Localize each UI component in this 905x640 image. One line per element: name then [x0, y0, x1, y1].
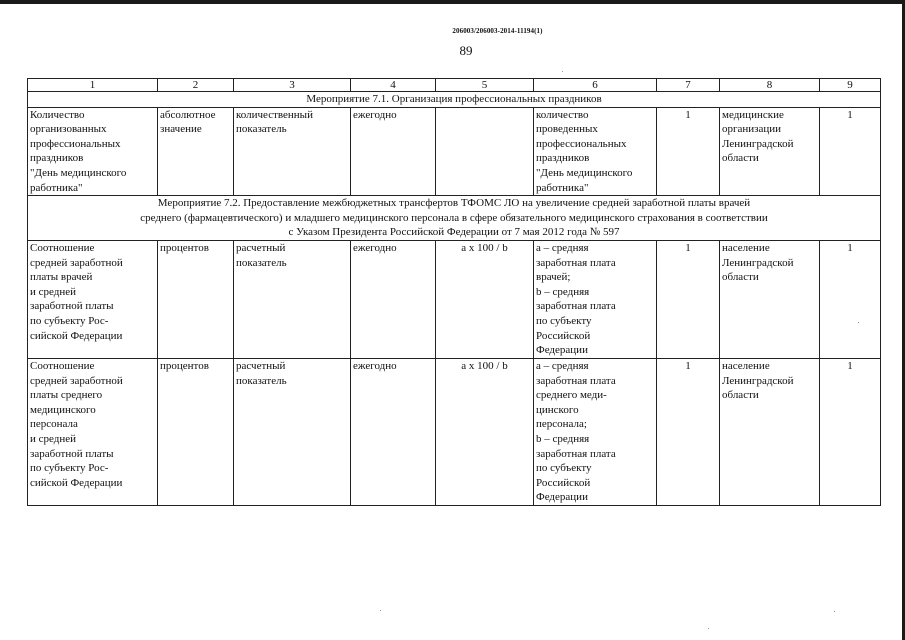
population-cell: медицинские организации Ленинградской области [720, 107, 820, 196]
table-row [28, 240, 881, 358]
indicators-table [27, 78, 881, 506]
document-id: 206003/206003-2014-11194(1) [452, 27, 543, 35]
section-title-row [28, 92, 881, 108]
definition-cell: a – средняя заработная плата врачей; b – средняя заработная плата по субъекту Российской Федерации [534, 240, 657, 358]
formula-cell: a x 100 / b [436, 358, 534, 505]
indicator-name-cell: Соотношение средней заработной платы среднего медицинского персонала и средней заработной платы по субъекту Рос- сийской Федерации [28, 358, 158, 505]
source-cell: 1 [820, 107, 881, 196]
section-title-row [28, 196, 881, 241]
scan-speck [562, 71, 563, 72]
column-number: 1 [28, 79, 158, 92]
page-number: 89 [459, 43, 473, 58]
column-number: 2 [158, 79, 234, 92]
table-row [28, 358, 881, 505]
column-number: 4 [351, 79, 436, 92]
scan-speck [708, 628, 709, 629]
table-header-row [28, 79, 881, 92]
frequency-cell: ежегодно [351, 358, 436, 505]
source-cell: 1 [820, 358, 881, 505]
definition-cell: количество проведенных профессиональных праздников "День медицинского работника" [534, 107, 657, 196]
indicator-type-cell: расчетный показатель [234, 358, 351, 505]
indicator-name-cell: Количество организованных профессиональных праздников "День медицинского работника" [28, 107, 158, 196]
population-cell: население Ленинградской области [720, 358, 820, 505]
scan-speck [380, 610, 381, 611]
column-number: 8 [720, 79, 820, 92]
formula-cell [436, 107, 534, 196]
source-cell: 1 [820, 240, 881, 358]
population-cell: население Ленинградской области [720, 240, 820, 358]
unit-cell: процентов [158, 240, 234, 358]
scan-border-top [0, 0, 905, 4]
method-cell: 1 [657, 240, 720, 358]
frequency-cell: ежегодно [351, 240, 436, 358]
indicator-type-cell: количественный показатель [234, 107, 351, 196]
method-cell: 1 [657, 358, 720, 505]
indicator-type-cell: расчетный показатель [234, 240, 351, 358]
frequency-cell: ежегодно [351, 107, 436, 196]
formula-cell: a x 100 / b [436, 240, 534, 358]
column-number: 6 [534, 79, 657, 92]
table-row [28, 107, 881, 196]
unit-cell: абсолютное значение [158, 107, 234, 196]
column-number: 3 [234, 79, 351, 92]
section-title: Мероприятие 7.2. Предоставление межбюджетных трансфертов ТФОМС ЛО на увеличение средней заработной платы врачей среднего (фармацевтического) и младшего медицинского персонала в сфере обязательного медицинского страхования в соответствии с Указом Президента Российской Федерации от 7 мая 2012 года № 597 [28, 196, 881, 241]
column-number: 9 [820, 79, 881, 92]
definition-cell: a – средняя заработная плата среднего меди- цинского персонала; b – средняя заработная плата по субъекту Российской Федерации [534, 358, 657, 505]
column-number: 5 [436, 79, 534, 92]
column-number: 7 [657, 79, 720, 92]
method-cell: 1 [657, 107, 720, 196]
indicator-name-cell: Соотношение средней заработной платы врачей и средней заработной платы по субъекту Рос- сийской Федерации [28, 240, 158, 358]
scan-speck [834, 611, 835, 612]
section-title: Мероприятие 7.1. Организация профессиональных праздников [28, 92, 881, 108]
scan-speck [858, 322, 859, 323]
unit-cell: процентов [158, 358, 234, 505]
